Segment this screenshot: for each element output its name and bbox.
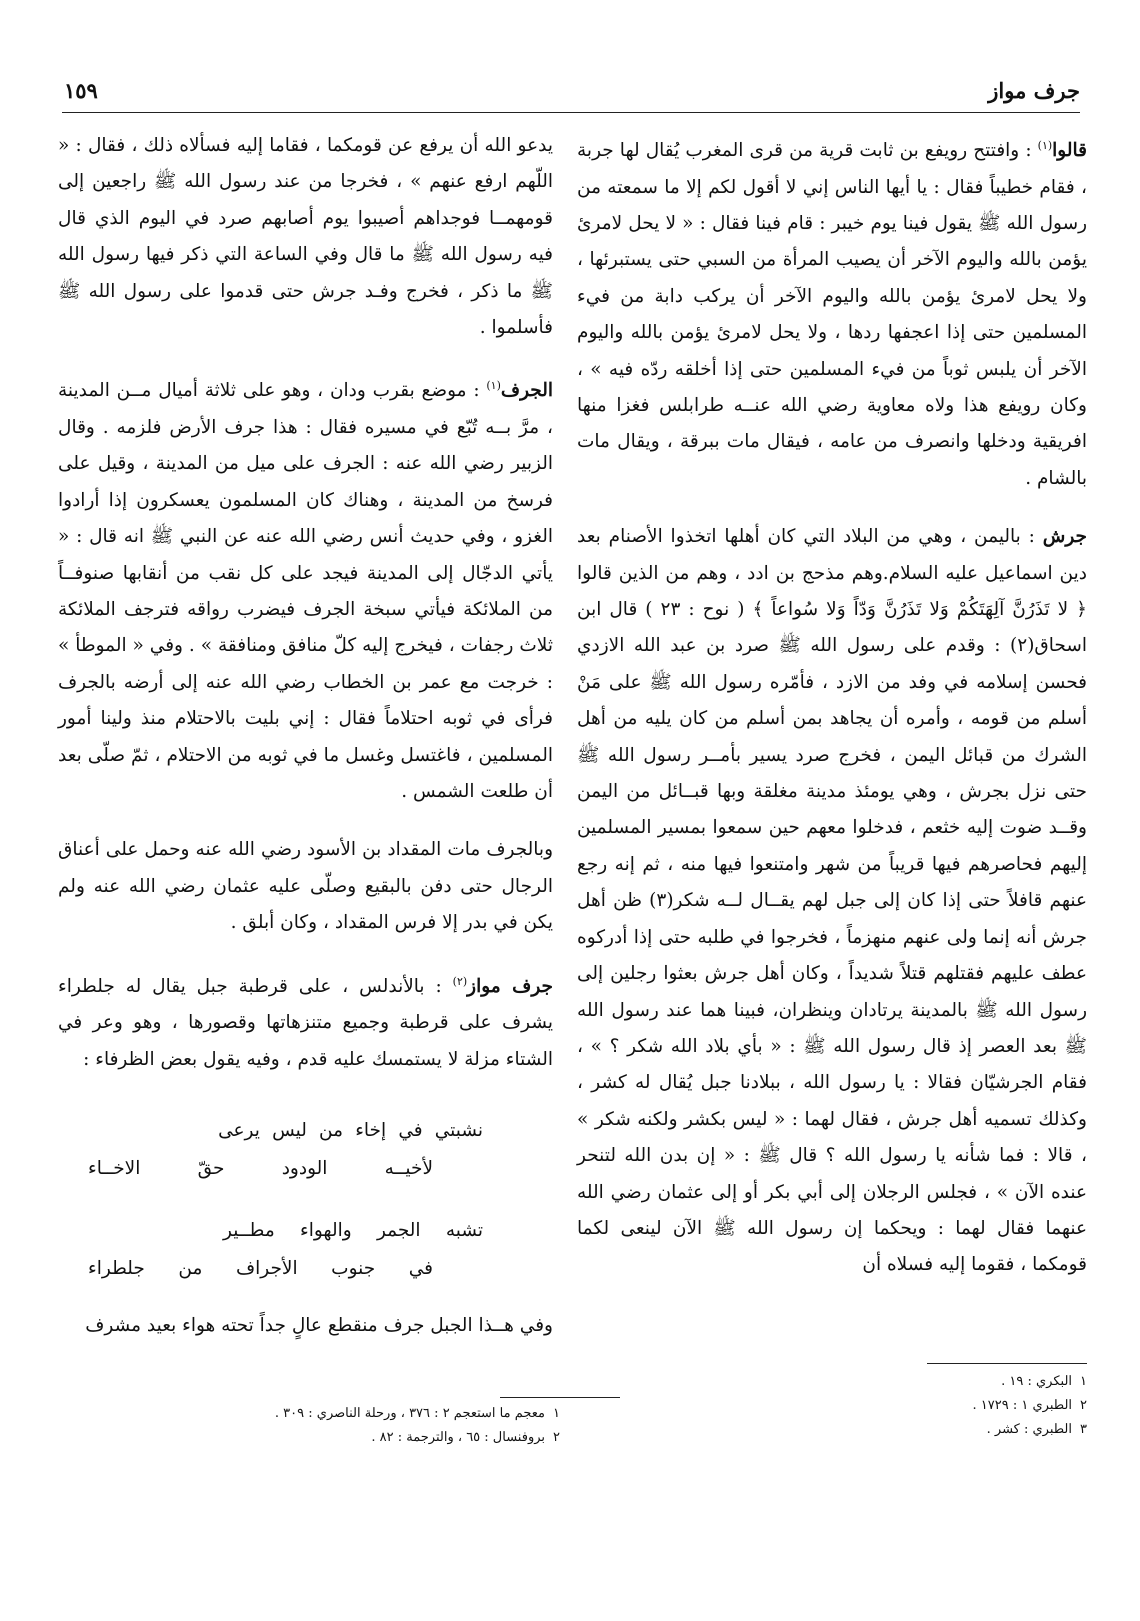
poem-word: نشبتي — [434, 1120, 483, 1142]
entry-text: : باليمن ، وهي من البلاد التي كان أهلها اتخذوا الأصنام بعد دين اسماعيل عليه السلام.وهم مذحج بن ادد ، وهم من الذين قالوا ﴿ لا تَذَرُنَّ آلِهَتَكُمْ وَلا تَذَرُنَّ وَدّاً وَلا سُواعاً ﴾ ( نوح : ٢٣ ) قال ابن اسحاق(٢) : وقدم على رسول الله ﷺ صرد بن عبد الله الازدي فحسن إسلامه في وفد من الازد ، فأمّره رسول الله ﷺ على مَنْ أسلم من قومه ، وأمره أن يجاهد بمن أسلم من كان يليه من أهل الشرك من قبائل اليمن ، فخرج صرد يسير بأمــر رسول الله ﷺ حتى نزل بجرش ، وهي يومئذ مدينة مغلقة وبها قبــائل من اليمن وقــد ضوت إليه خثعم ، فدخلوا معهم حين سمعوا بمسير المسلمين إليهم فحاصرهم فيها قريباً من شهر وامتنعوا فيها منه ، ثم إنه رجع عنهم قافلاً حتى إذا كان إلى جبل لهم يقــال لــه شكر(٣) ظن أهل جرش أنه إنما ولى عنهم منهزماً ، فخرجوا في طلبه حتى إذا أدركوه عطف عليهم فقتلهم قتلاً شديداً ، وكان أهل جرش بعثوا رجلين إلى رسول الله ﷺ بالمدينة يرتادان وينظران، فبينا هما عند رسول الله ﷺ بعد العصر إذ قال رسول الله ﷺ : « بأي بلاد الله شكر ؟ » ، فقام الجرشيّان فقالا : يا رسول الله ، ببلادنا جبل يُقال له كشر ، وكذلك تسميه أهل جرش ، فقال لهما : « ليس بكشر ولكنه شكر » ، قالا : فما شأنه يا رسول الله ؟ قال ﷺ : « إن بدن الله لتنحر عنده الآن » ، فجلس الرجلان إلى أبي بكر أو إلى عثمان رضي الله عنهما فقال لهما : ويحكما إن رسول الله ﷺ الآن لينعى لكما قومكما ، فقوما إليه فسلاه أن — [577, 526, 1088, 1276]
poem-word: تشبه — [445, 1220, 483, 1242]
page-header — [40, 78, 1100, 112]
poem-verse — [58, 1212, 553, 1250]
entry-heading: جرف مواز — [467, 975, 553, 997]
poem-word: في — [408, 1258, 433, 1280]
entry-paragraph — [577, 128, 1087, 497]
entry-paragraph — [58, 832, 553, 941]
poem — [58, 1112, 553, 1288]
poem-word: مطــير — [223, 1220, 275, 1242]
entry-paragraph — [58, 128, 553, 346]
left-column — [58, 128, 553, 1344]
entry-paragraph — [58, 368, 553, 810]
footnote-text: البكري : ١٩ . — [1001, 1374, 1073, 1389]
footnote-number: ١ — [553, 1406, 560, 1421]
poem-word: جلطراء — [88, 1258, 145, 1280]
poem-word: جنوب — [331, 1258, 376, 1280]
footnote-marker: (١) — [486, 379, 501, 393]
entry-paragraph — [58, 964, 553, 1078]
footnote — [687, 1394, 1087, 1418]
poem-word: من — [178, 1258, 203, 1280]
footnote-text: الطبري : كشر . — [986, 1422, 1073, 1437]
poem-word: ليس — [272, 1120, 307, 1142]
entry-heading: الجرف — [500, 380, 553, 402]
poem-word: من — [319, 1120, 344, 1142]
footnote-rule — [500, 1397, 620, 1398]
entry-text: وبالجرف مات المقداد بن الأسود رضي الله عنه وحمل على أعناق الرجال حتى دفن بالبقيع وصلّى عليه عثمان رضي الله عنه ولم يكن في بدر إلا فرس المقداد ، وكان أبلق . — [58, 839, 553, 934]
poem-word: إخاء — [355, 1120, 387, 1142]
entry-text: يدعو الله أن يرفع عن قومكما ، فقاما إليه فسألاه ذلك ، فقال : « اللّهم ارفع عنهم » ، فخرجا من عند رسول الله ﷺ راجعين إلى قومهمــا فوجداهم أصيبوا يوم أصابهم صرد في اليوم الذي قال فيه رسول الله ﷺ ما قال وفي الساعة التي ذكر فيها رسول الله ﷺ ما ذكر ، فخرج وفـد جرش حتى قدموا على رسول الله ﷺ فأسلموا . — [58, 135, 553, 339]
entry-text: : موضع بقرب ودان ، وهو على ثلاثة أميال مــن المدينة ، مرَّ بــه تُبّع في مسيره فقال : هذا جرف الأرض فلزمه . وقال الزبير رضي الله عنه : الجرف على ميل من المدينة ، وقيل على فرسخ من المدينة ، وهناك كان المسلمون يعسكرون إذا أرادوا الغزو ، وفي حديث أنس رضي الله عنه عن النبي ﷺ انه قال : « يأتي الدجّال إلى المدينة فيجد على كل نقب من أنقابها صنوفــاً من الملائكة فيأتي سبخة الجرف فيضرب رواقه فترجف الملائكة ثلاث رجفات ، فيخرج إليه كلّ منافق ومنافقة » . وفي « الموطأ » : خرجت مع عمر بن الخطاب رضي الله عنه إلى أرضه بالجرف فرأى في ثوبه احتلاماً فقال : إني بليت بالاحتلام منذ ولينا أمور المسلمين ، فاغتسل وغسل ما في ثوبه من الاحتلام ، ثمّ صلّى بعد أن طلعت الشمس . — [58, 380, 553, 803]
footnote-text: الطبري ١ : ١٧٢٩ . — [972, 1398, 1073, 1413]
footnotes-right — [687, 1370, 1087, 1442]
footnote — [687, 1370, 1087, 1394]
page-number: ١٥٩ — [64, 78, 98, 103]
footnote — [687, 1418, 1087, 1442]
footnote-number: ١ — [1080, 1374, 1087, 1389]
entry-text: وفي هــذا الجبل جرف منقطع عالٍ جداً تحته هواء بعيد مشرف — [85, 1315, 553, 1337]
footnote-number: ٣ — [1080, 1422, 1087, 1437]
footnote — [60, 1426, 560, 1450]
poem-word: الجمر — [376, 1220, 421, 1242]
poem-word: لأخيــه — [384, 1158, 433, 1180]
entry-paragraph — [577, 519, 1087, 1284]
entry-heading: جرش — [1042, 526, 1087, 548]
footnote-marker: (١) — [1037, 139, 1053, 152]
poem-verse — [58, 1150, 553, 1188]
entry-paragraph — [58, 1308, 553, 1344]
footnote-rule — [927, 1363, 1087, 1364]
footnote-marker: (٢) — [452, 974, 468, 988]
entry-text: : وافتتح رويفع بن ثابت قرية من قرى المغرب يُقال لها جربة ، فقام خطيباً فقال : يا أيها الناس إني لا أقول لكم إلا ما سمعته من رسول الله ﷺ يقول فينا يوم خيبر : قام فينا فقال : « لا يحل لامرئ يؤمن بالله واليوم الآخر أن يصيب المرأة من السبي حتى يستبرئها ، ولا يحل لامرئ يؤمن بالله واليوم الآخر أن يركب دابة من فيء المسلمين حتى إذا اعجفها ردها ، ولا يحل لامرئ يؤمن بالله واليوم الآخر أن يلبس ثوباً من فيء المسلمين حتى إذا أخلقه ردّه فيه » ، وكان رويفع هذا ولاه معاوية رضي الله عنــه طرابلس فغزا منها افريقية ودخلها وانصرف من عامه ، فيقال مات ببرقة ، ويقال مات بالشام . — [577, 140, 1087, 489]
footnotes-left — [60, 1402, 560, 1450]
right-column — [577, 128, 1087, 1284]
poem-word: يرعى — [218, 1120, 260, 1142]
poem-word: الأجراف — [235, 1258, 298, 1280]
entry-text: : بالأندلس ، على قرطبة جبل يقال له جلطراء يشرف على قرطبة وجميع متنزهاتها وقصورها ، وهو وعر في الشتاء مزلة لا يستمسك عليه قدم ، وفيه يقول بعض الظرفاء : — [58, 975, 553, 1070]
header-rule — [62, 112, 1080, 113]
poem-word: والهواء — [300, 1220, 352, 1242]
footnote-number: ٢ — [1080, 1398, 1087, 1413]
poem-verse — [58, 1112, 553, 1150]
poem-verse — [58, 1250, 553, 1288]
footnote — [60, 1402, 560, 1426]
footnote-text: بروفنسال : ٦٥ ، والترجمة : ٨٢ . — [371, 1430, 546, 1445]
poem-word: في — [398, 1120, 423, 1142]
footnote-text: معجم ما استعجم ٢ : ٣٧٦ ، ورحلة الناصري : ٣٠٩ . — [274, 1406, 546, 1421]
footnote-number: ٢ — [553, 1430, 560, 1445]
poem-word: حقّ — [197, 1158, 225, 1180]
poem-word: الاخــاء — [88, 1158, 141, 1180]
poem-word: الودود — [281, 1158, 328, 1180]
running-title: جرف مواز — [988, 78, 1080, 103]
entry-heading: قالوا — [1052, 140, 1087, 162]
